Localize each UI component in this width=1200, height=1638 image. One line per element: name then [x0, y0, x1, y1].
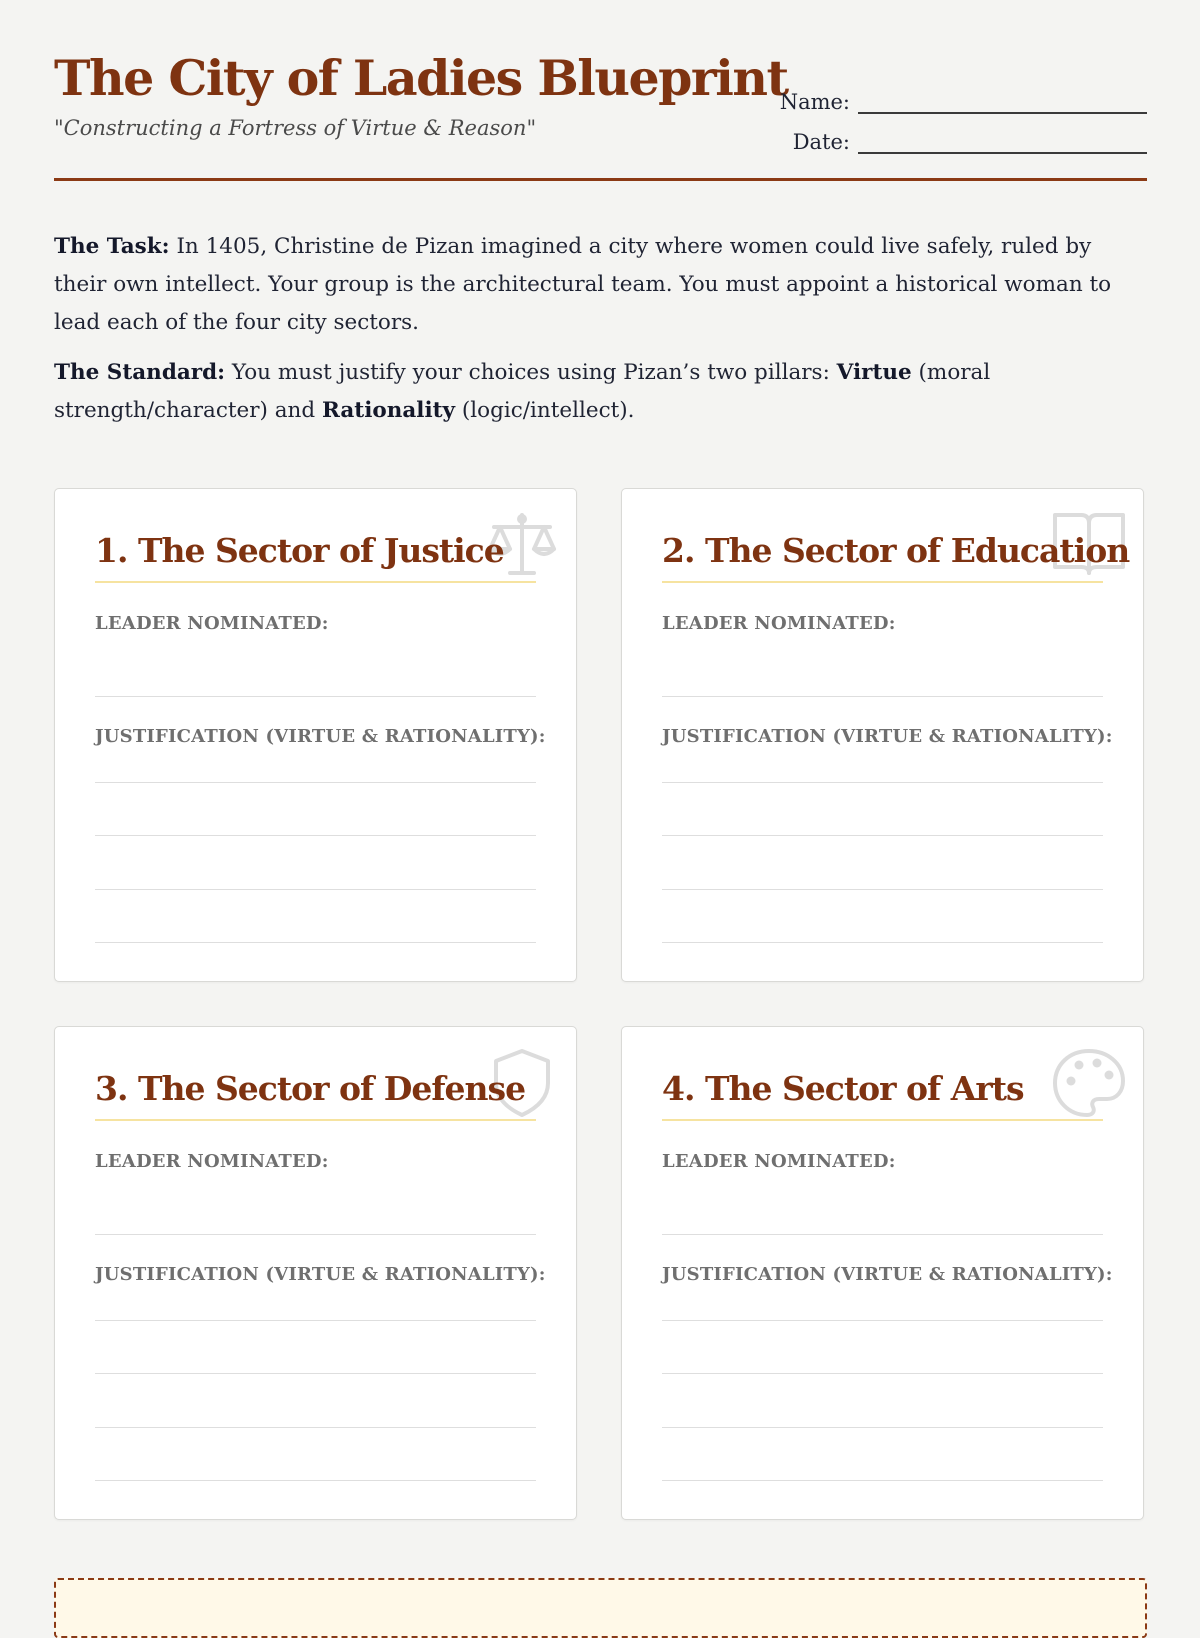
footer-dashed-box — [54, 1578, 1147, 1638]
justification-line[interactable] — [662, 782, 1103, 783]
leader-label: LEADER NOMINATED: — [662, 613, 896, 634]
sector-card-defense — [54, 1026, 577, 1520]
justification-label: JUSTIFICATION (VIRTUE & RATIONALITY): — [95, 726, 546, 747]
leader-input-line[interactable] — [662, 1234, 1103, 1235]
task-paragraph — [54, 228, 1147, 342]
justification-line[interactable] — [662, 942, 1103, 943]
sector-title: 2. The Sector of Education — [662, 531, 1103, 583]
justification-line[interactable] — [95, 889, 536, 890]
leader-input-line[interactable] — [95, 1234, 536, 1235]
sector-card-education — [621, 488, 1144, 982]
worksheet-page — [54, 0, 1147, 1285]
justification-line[interactable] — [95, 835, 536, 836]
justification-line[interactable] — [662, 1373, 1103, 1374]
leader-label: LEADER NOMINATED: — [95, 613, 329, 634]
justification-line[interactable] — [662, 1427, 1103, 1428]
page-subtitle: "Constructing a Fortress of Virtue & Reason" — [54, 116, 537, 140]
sector-title: 1. The Sector of Justice — [95, 531, 536, 583]
justification-line[interactable] — [95, 1427, 536, 1428]
sector-title: 4. The Sector of Arts — [662, 1069, 1103, 1121]
date-field[interactable] — [858, 126, 1147, 154]
date-row — [767, 114, 1147, 154]
justification-line[interactable] — [95, 782, 536, 783]
instructions — [54, 228, 1147, 442]
justification-line[interactable] — [95, 942, 536, 943]
leader-input-line[interactable] — [95, 696, 536, 697]
justification-label: JUSTIFICATION (VIRTUE & RATIONALITY): — [662, 726, 1113, 747]
justification-line[interactable] — [95, 1480, 536, 1481]
rationality-term: Rationality — [321, 398, 456, 423]
justification-label: JUSTIFICATION (VIRTUE & RATIONALITY): — [95, 1264, 546, 1285]
justification-line[interactable] — [95, 1320, 536, 1321]
virtue-term: Virtue — [836, 360, 912, 385]
leader-input-line[interactable] — [662, 696, 1103, 697]
justification-line[interactable] — [662, 1320, 1103, 1321]
leader-label: LEADER NOMINATED: — [662, 1151, 896, 1172]
standard-text-2: (moral strength/character) and — [54, 360, 991, 423]
worksheet-header — [54, 0, 1147, 181]
standard-label: The Standard: — [54, 360, 226, 385]
standard-text-3: (logic/intellect). — [455, 398, 635, 423]
student-info — [767, 74, 1147, 154]
standard-paragraph — [54, 354, 1147, 430]
task-label: The Task: — [54, 234, 170, 259]
name-label: Name: — [779, 90, 850, 114]
page-title: The City of Ladies Blueprint — [54, 49, 788, 107]
justification-line[interactable] — [662, 1480, 1103, 1481]
name-field[interactable] — [858, 86, 1147, 114]
justification-line[interactable] — [662, 889, 1103, 890]
task-text: In 1405, Christine de Pizan imagined a city where women could live safely, ruled by their own intellect. Your group is the architectural team. You must appoint a historical woman to lead each of the four city sectors. — [54, 234, 1112, 335]
date-label: Date: — [792, 130, 850, 154]
name-row — [767, 74, 1147, 114]
leader-label: LEADER NOMINATED: — [95, 1151, 329, 1172]
standard-text-1: You must justify your choices using Pizan’s two pillars: — [225, 360, 837, 385]
sector-card-justice — [54, 488, 577, 982]
justification-label: JUSTIFICATION (VIRTUE & RATIONALITY): — [662, 1264, 1113, 1285]
justification-line[interactable] — [662, 835, 1103, 836]
justification-line[interactable] — [95, 1373, 536, 1374]
sector-title: 3. The Sector of Defense — [95, 1069, 536, 1121]
sector-card-arts — [621, 1026, 1144, 1520]
